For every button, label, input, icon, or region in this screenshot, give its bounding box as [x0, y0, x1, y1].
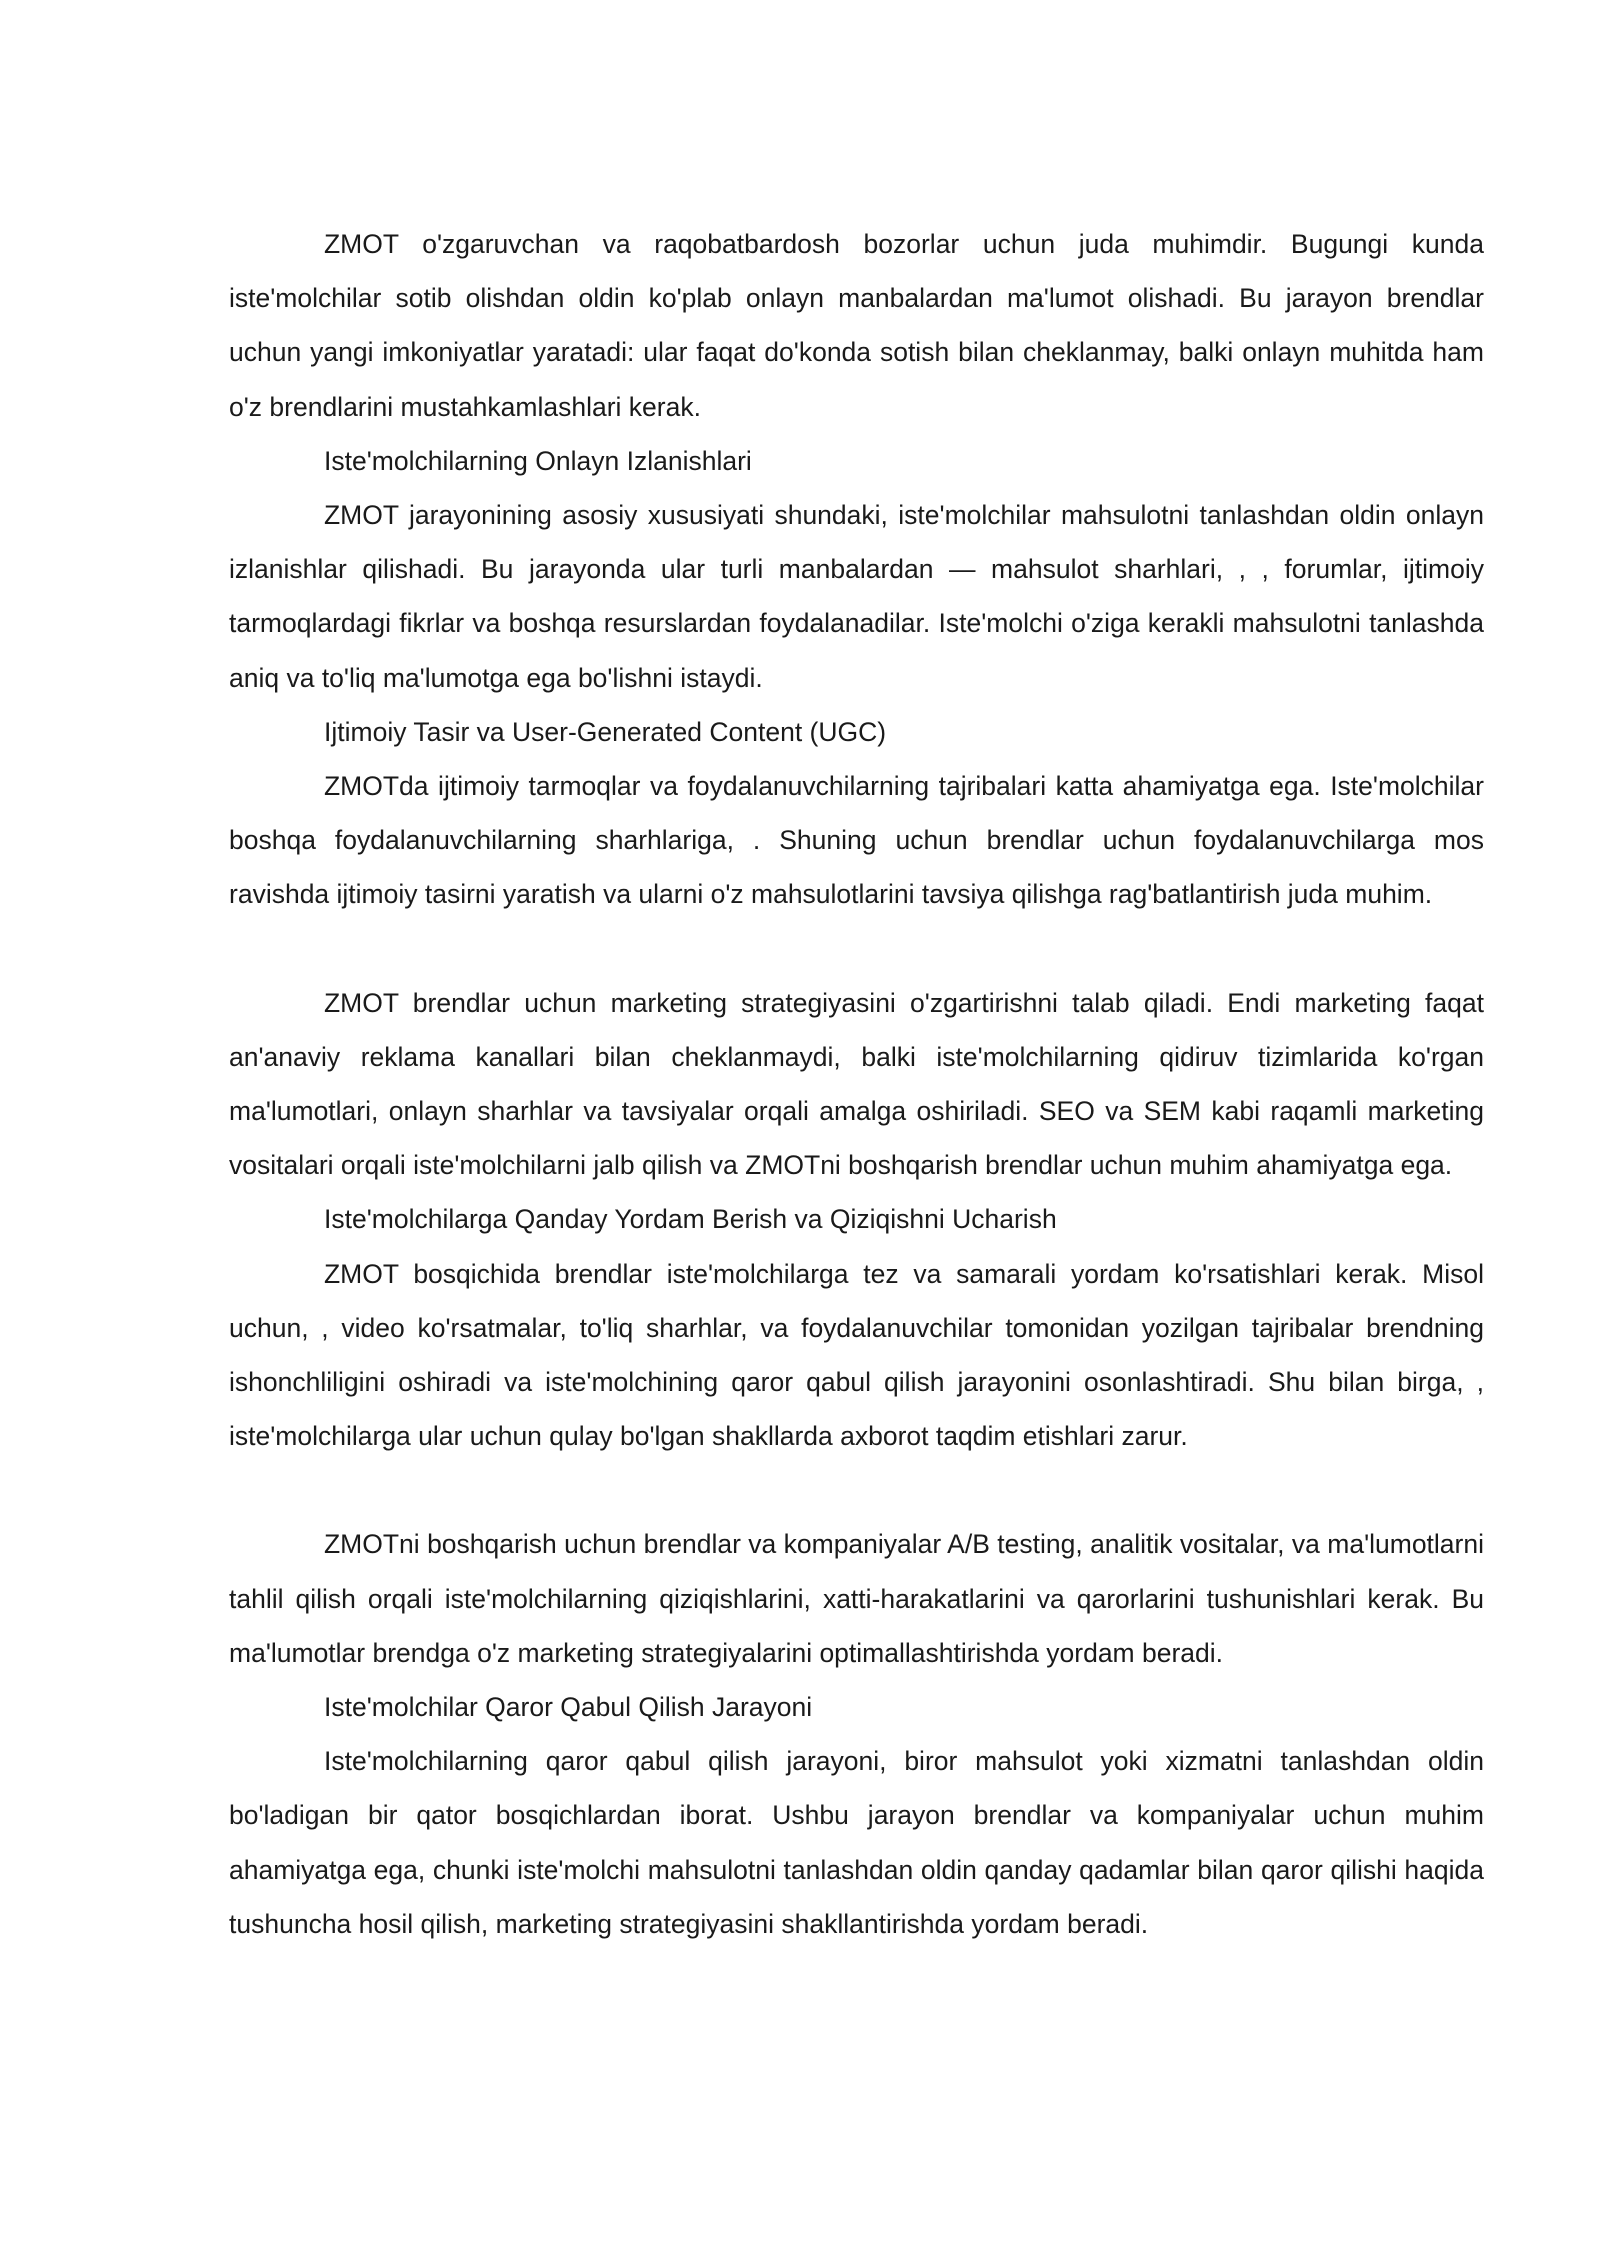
document-body	[229, 217, 1484, 1951]
section-heading-consumer-help: Iste'molchilarga Qanday Yordam Berish va Qiziqishni Ucharish	[324, 1204, 1057, 1235]
section-heading-online-research: Iste'molchilarning Onlayn Izlanishlari	[324, 445, 752, 476]
paragraph-spacer	[229, 1463, 1484, 1517]
paragraph-zmot-importance: ZMOT o'zgaruvchan va raqobatbardosh bozorlar uchun juda muhimdir. Bugungi kunda iste'molchilar sotib olishdan oldin ko'plab onlayn manbalardan ma'lumot olishadi. Bu jarayon brendlar uchun yangi imkoniyatlar yaratadi: ular faqat do'konda sotish bilan cheklanmay, balki onlayn muhitda ham o'z brendlarini mustahkamlashlari kerak.	[229, 229, 1484, 422]
section-heading-decision-process: Iste'molchilar Qaror Qabul Qilish Jarayoni	[324, 1692, 813, 1723]
paragraph-social-influence: ZMOTda ijtimoiy tarmoqlar va foydalanuvchilarning tajribalari katta ahamiyatga ega. Iste'molchilar boshqa foydalanuvchilarning sharhlariga, . Shuning uchun brendlar uchun foydalanuvchilarga mos ravishda ijtimoiy tasirni yaratish va ularni o'z mahsulotlarini tavsiya qilishga rag'batlantirish juda muhim.	[229, 771, 1484, 910]
section-heading-social-influence: Ijtimoiy Tasir va User-Generated Content (UGC)	[324, 716, 887, 747]
paragraph-spacer	[229, 922, 1484, 976]
paragraph-marketing-strategy: ZMOT brendlar uchun marketing strategiyasini o'zgartirishni talab qiladi. Endi marketing faqat an'anaviy reklama kanallari bilan cheklanmaydi, balki iste'molchilarning qidiruv tizimlarida ko'rgan ma'lumotlari, onlayn sharhlar va tavsiyalar orqali amalga oshiriladi. SEO va SEM kabi raqamli marketing vositalari orqali iste'molchilarni jalb qilish va ZMOTni boshqarish brendlar uchun muhim ahamiyatga ega.	[229, 987, 1484, 1181]
paragraph-decision-process: Iste'molchilarning qaror qabul qilish jarayoni, biror mahsulot yoki xizmatni tanlashdan oldin bo'ladigan bir qator bosqichlardan iborat. Ushbu jarayon brendlar va kompaniyalar uchun muhim ahamiyatga ega, chunki iste'molchi mahsulotni tanlashdan oldin qanday qadamlar bilan qaror qilishi haqida tushuncha hosil qilish, marketing strategiyasini shakllantirishda yordam beradi.	[229, 1746, 1484, 1939]
paragraph-online-research: ZMOT jarayonining asosiy xususiyati shundaki, iste'molchilar mahsulotni tanlashdan oldin onlayn izlanishlar qilishadi. Bu jarayonda ular turli manbalardan — mahsulot sharhlari, , , forumlar, ijtimoiy tarmoqlardagi fikrlar va boshqa resurslardan foydalanadilar. Iste'molchi o'ziga kerakli mahsulotni tanlashda aniq va to'liq ma'lumotga ega bo'lishni istaydi.	[229, 500, 1484, 693]
paragraph-zmot-management: ZMOTni boshqarish uchun brendlar va kompaniyalar A/B testing, analitik vositalar, va ma'lumotlarni tahlil qilish orqali iste'molchilarning qiziqishlarini, xatti-harakatlarini va qarorlarini tushunishlari kerak. Bu ma'lumotlar brendga o'z marketing strategiyalarini optimallashtirishda yordam beradi.	[229, 1529, 1484, 1668]
paragraph-consumer-help: ZMOT bosqichida brendlar iste'molchilarga tez va samarali yordam ko'rsatishlari kerak. Misol uchun, , video ko'rsatmalar, to'liq sharhlar, va foydalanuvchilar tomonidan yozilgan tajribalar brendning ishonchliligini oshiradi va iste'molchining qaror qabul qilish jarayonini osonlashtiradi. Shu bilan birga, , iste'molchilarga ular uchun qulay bo'lgan shakllarda axborot taqdim etishlari zarur.	[229, 1258, 1484, 1452]
